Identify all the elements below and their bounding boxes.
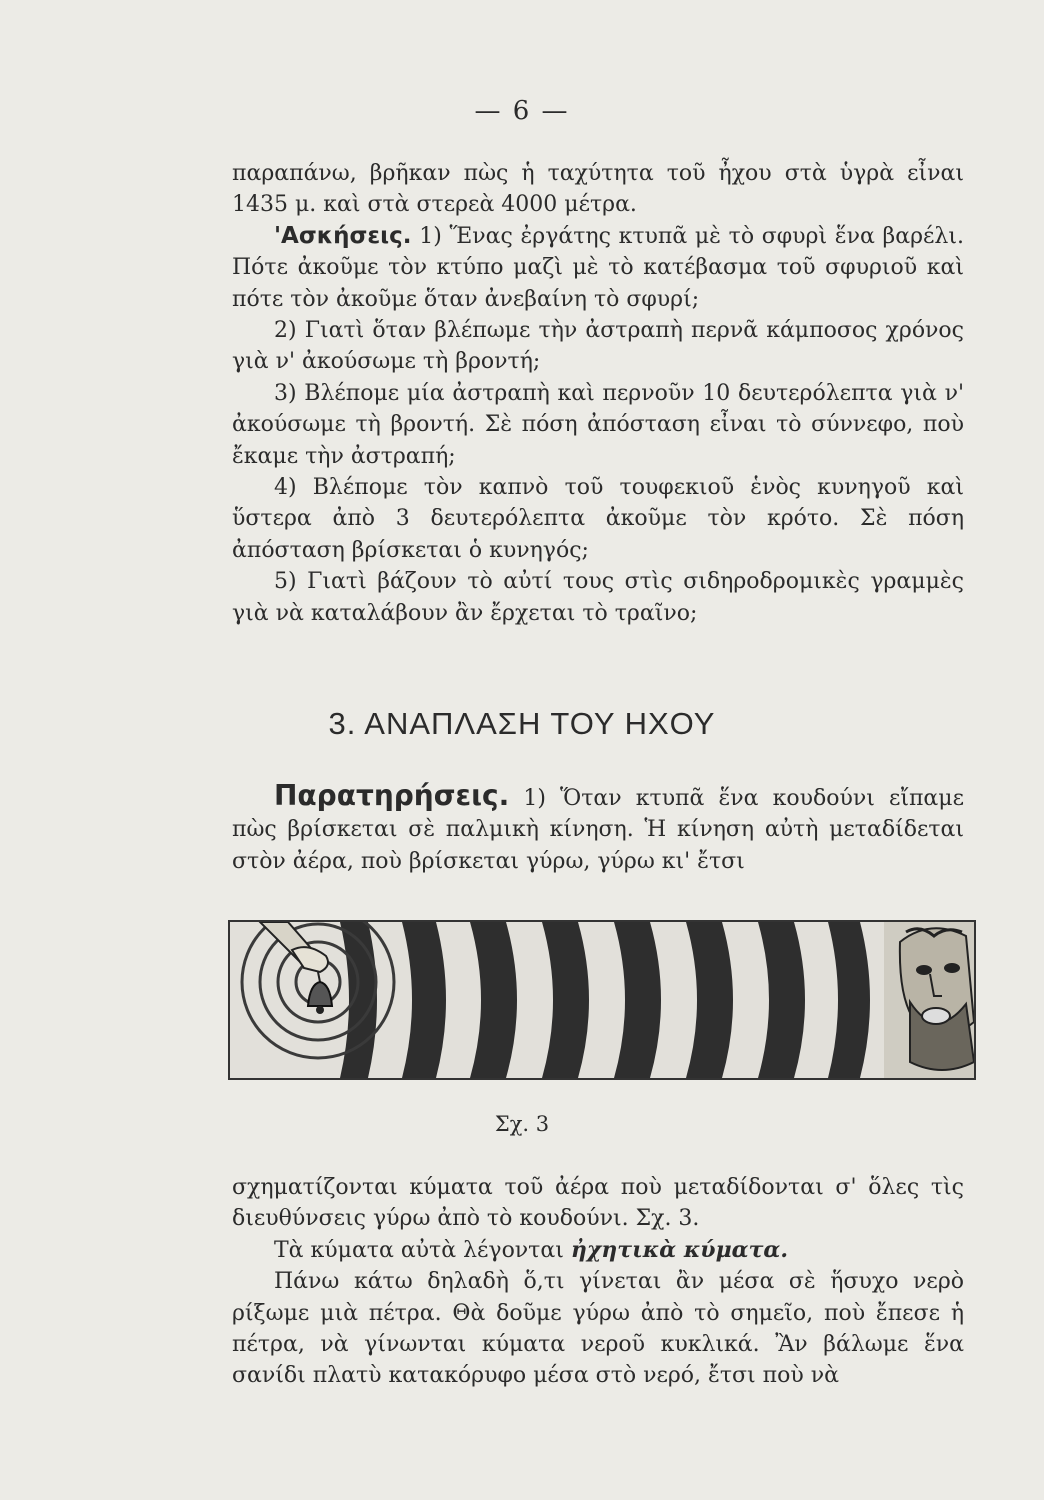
- exercises-heading: 'Ασκήσεις.: [274, 222, 412, 249]
- continuation-paragraph-2: [232, 1235, 964, 1266]
- section-title: 3. ΑΝΑΠΛΑΣΗ ΤΟΥ ΗΧΟΥ: [328, 706, 716, 741]
- sound-waves-figure: [228, 920, 976, 1080]
- figure-caption: Σχ. 3: [494, 1112, 550, 1136]
- exercise-1: [232, 221, 964, 315]
- listening-man-icon: [884, 922, 974, 1078]
- observations-paragraph: [232, 780, 964, 877]
- exercise-1-text: 1) Ἕνας ἐργάτης κτυπᾶ μὲ τὸ σφυρὶ ἕνα βαρέλι. Πότε ἀκοῦμε τὸν κτύπο μαζὶ μὲ τὸ κατέβασμα τοῦ σφυριοῦ καὶ πότε τὸν ἀκοῦμε ὅταν ἀνεβαίνη τὸ σφυρί;: [232, 223, 964, 312]
- continuation-paragraph-3: Πάνω κάτω δηλαδὴ ὅ,τι γίνεται ἂν μέσα σὲ ἥσυχο νερὸ ρίξωμε μιὰ πέτρα. Θὰ δοῦμε γύρω ἀπὸ τὸ σημεῖο, ποὺ ἔπεσε ἡ πέτρα, νὰ γίνωνται κύματα νεροῦ κυκλικά. Ἂν βάλωμε ἕνα σανίδι πλατὺ κατακόρυφο μέσα στὸ νερό, ἔτσι ποὺ νὰ: [232, 1269, 964, 1389]
- observations-text: 1) Ὅταν κτυπᾶ ἕνα κουδούνι εἴπαμε πὼς βρίσκεται σὲ παλμικὴ κίνηση. Ἡ κίνηση αὐτὴ μεταδίδεται στὸν ἀέρα, ποὺ βρίσκεται γύρω, γύρω κι' ἔτσι: [232, 786, 964, 874]
- sound-waves-term: ἠχητικὰ κύματα.: [570, 1236, 788, 1263]
- sound-waves-illustration: [230, 922, 974, 1078]
- top-text-block: [232, 158, 964, 629]
- exercise-2: 2) Γιατὶ ὅταν βλέπωμε τὴν ἀστραπὴ περνᾶ κάμποσος χρόνος γιὰ ν' ἀκούσωμε τὴ βροντή;: [232, 318, 964, 375]
- intro-paragraph: παραπάνω, βρῆκαν πὼς ἡ ταχύτητα τοῦ ἦχου στὰ ὑγρὰ εἶναι 1435 μ. καὶ στὰ στερεὰ 4000 μέτρα.: [232, 161, 964, 218]
- observations-heading: Παρατηρήσεις.: [274, 779, 510, 812]
- waves-sentence: Τὰ κύματα αὐτὰ λέγονται: [274, 1237, 571, 1263]
- observations-block: [232, 780, 964, 877]
- exercise-4: 4) Βλέπομε τὸν καπνὸ τοῦ τουφεκιοῦ ἑνὸς κυνηγοῦ καὶ ὕστερα ἀπὸ 3 δευτερόλεπτα ἀκοῦμε τὸν κρότο. Σὲ πόση ἀπόσταση βρίσκεται ὁ κυνηγός;: [232, 475, 964, 563]
- exercise-5: 5) Γιατὶ βάζουν τὸ αὐτί τους στὶς σιδηροδρομικὲς γραμμὲς γιὰ νὰ καταλάβουν ἂν ἔρχεται τὸ τραῖνο;: [232, 569, 964, 626]
- exercise-3: 3) Βλέπομε μία ἀστραπὴ καὶ περνοῦν 10 δευτερόλεπτα γιὰ ν' ἀκούσωμε τὴ βροντή. Σὲ πόση ἀπόσταση εἶναι τὸ σύννεφο, ποὺ ἔκαμε τὴν ἀστραπή;: [232, 380, 964, 469]
- continuation-paragraph-1: σχηματίζονται κύματα τοῦ ἀέρα ποὺ μεταδίδονται σ' ὅλες τὶς διευθύνσεις γύρω ἀπὸ τὸ κουδούνι. Σχ. 3.: [232, 1175, 964, 1232]
- bottom-text-block: [232, 1172, 964, 1392]
- page-number: — 6 —: [474, 96, 570, 126]
